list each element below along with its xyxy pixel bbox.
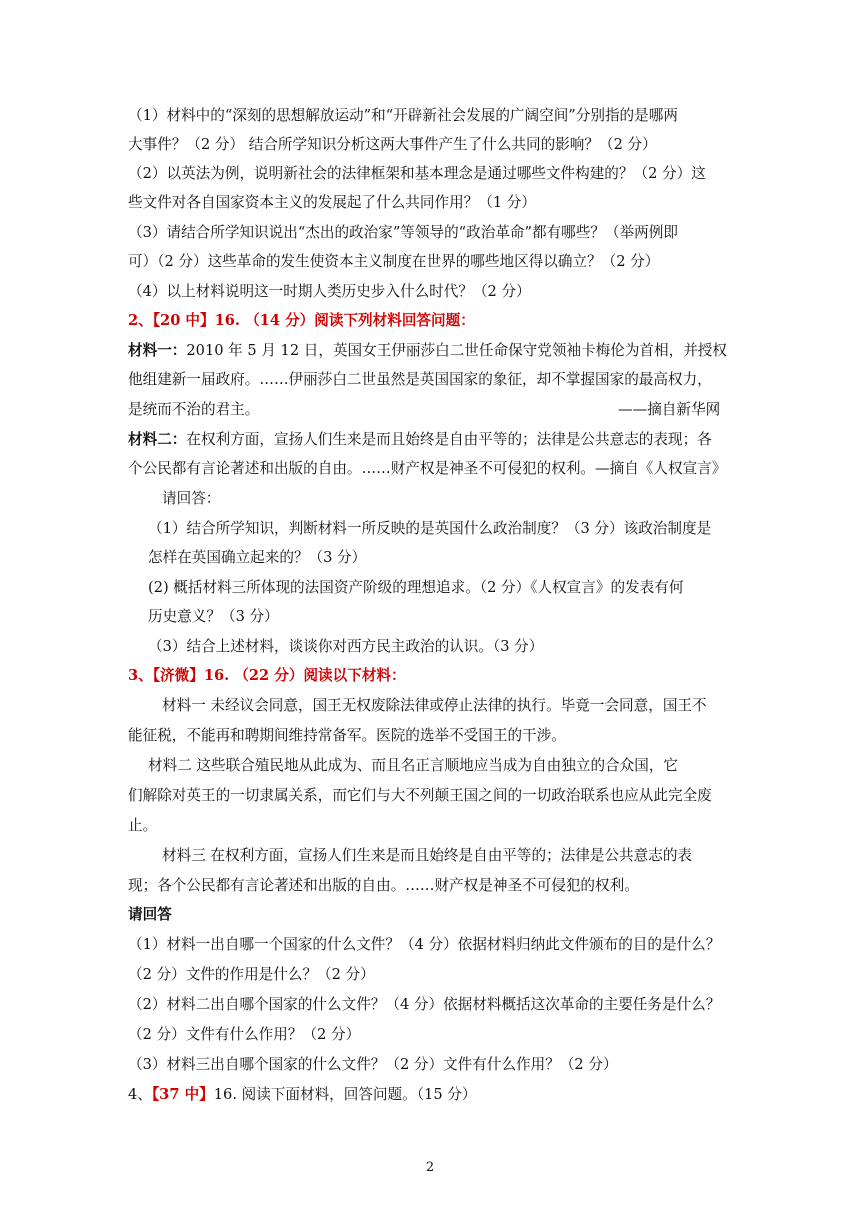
q3-material1-line1: 材料一 未经议会同意，国王无权废除法律或停止法律的执行。毕竟一会同意，国王不 xyxy=(162,697,707,714)
q3-sub1-line1: （1）材料一出自哪一个国家的什么文件？（4 分）依据材料归纳此文件颁布的目的是什么？ xyxy=(128,936,721,953)
q1-sub4-line1: （4）以上材料说明这一时期人类历史步入什么时代？（2 分） xyxy=(128,283,531,300)
q3-material3-line1: 材料三 在权利方面，宣扬人们生来是而且始终是自由平等的；法律是公共意志的表 xyxy=(162,847,693,864)
q2-material2-line1 xyxy=(128,430,712,450)
q3-sub2-line1: （2）材料二出自哪个国家的什么文件？（4 分）依据材料概括这次革命的主要任务是什么？ xyxy=(128,996,721,1013)
q4-heading-number: 4、 xyxy=(128,1086,152,1103)
q2-material1-text: 2010 年 5 月 12 日，英国女王伊丽莎白二世任命保守党领袖卡梅伦为首相，并授权 xyxy=(186,342,727,359)
q3-sub2-line2: （2 分）文件有什么作用？（2 分） xyxy=(128,1026,361,1043)
q1-sub3-line2: 可）（2 分）这些革命的发生使资本主义制度在世界的哪些地区得以确立？（2 分） xyxy=(128,253,660,270)
q1-sub3-line1: （3）请结合所学知识说出“杰出的政治家”等领导的“政治革命”都有哪些？（举两例即 xyxy=(128,224,678,241)
q3-ask: 请回答 xyxy=(128,906,172,923)
q2-material2-text: 在权利方面，宣扬人们生来是而且始终是自由平等的；法律是公共意志的表现；各 xyxy=(186,431,712,448)
q4-heading xyxy=(128,1085,476,1105)
q2-material1-line2: 他组建新一届政府。……伊丽莎白二世虽然是英国国家的象征，却不掌握国家的最高权力， xyxy=(128,371,712,388)
q2-material1-label: 材料一： xyxy=(128,342,187,359)
page-number: 2 xyxy=(425,1160,435,1175)
q2-sub1-line1: （1）结合所学知识，判断材料一所反映的是英国什么政治制度？（3 分）该政治制度是 xyxy=(148,520,712,537)
q2-sub1-line2: 怎样在英国确立起来的？（3 分） xyxy=(148,549,367,566)
q2-material1-source: ——摘自新华网 xyxy=(618,401,721,418)
q2-material1-line1 xyxy=(128,341,727,361)
q3-material2-line3: 止。 xyxy=(128,817,158,834)
q1-sub1-line2: 大事件？（2 分） 结合所学知识分析这两大事件产生了什么共同的影响？（2 分） xyxy=(128,136,657,153)
q2-sub2-line2: 历史意义？（3 分） xyxy=(148,608,279,625)
q2-sub3-line1: （3）结合上述材料，谈谈你对西方民主政治的认识。（3 分） xyxy=(148,638,544,655)
q2-sub2-line1: (2) 概括材料三所体现的法国资产阶级的理想追求。（2 分）《人权宣言》的发表有何 xyxy=(148,579,684,596)
q2-material2-line2: 个公民都有言论著述和出版的自由。……财产权是神圣不可侵犯的权利。—摘自《人权宣言》 xyxy=(128,460,727,477)
q1-sub2-line2: 些文件对各自国家资本主义的发展起了什么共同作用？（1 分） xyxy=(128,194,536,211)
q3-heading: 3、【济微】16. （22 分）阅读以下材料： xyxy=(128,667,406,684)
q4-heading-text: 16. 阅读下面材料，回答问题。（15 分） xyxy=(213,1086,477,1103)
q3-material1-line2: 能征税，不能再和聘期间维持常备军。医院的选举不受国王的干涉。 xyxy=(128,727,566,744)
q1-sub2-line1: （2）以英法为例，说明新社会的法律框架和基本理念是通过哪些文件构建的？（2 分）这 xyxy=(128,165,706,182)
q3-sub3-line1: （3）材料三出自哪个国家的什么文件？（2 分）文件有什么作用？（2 分） xyxy=(128,1056,618,1073)
q1-sub1-line1: （1）材料中的“深刻的思想解放运动”和“开辟新社会发展的广阔空间”分别指的是哪两 xyxy=(128,107,678,124)
q2-ask: 请回答： xyxy=(162,490,221,507)
q2-material1-line3: 是统而不治的君主。 xyxy=(128,401,260,418)
q2-material2-label: 材料二： xyxy=(128,431,187,448)
q3-material2-line1: 材料二 这些联合殖民地从此成为、而且名正言顺地应当成为自由独立的合众国，它 xyxy=(148,757,679,774)
q3-material3-line2: 现；各个公民都有言论著述和出版的自由。……财产权是神圣不可侵犯的权利。 xyxy=(128,877,639,894)
q3-material2-line2: 们解除对英王的一切隶属关系，而它们与大不列颠王国之间的一切政治联系也应从此完全废 xyxy=(128,787,712,804)
q4-heading-school: 【37 中】 xyxy=(151,1086,214,1103)
q2-heading: 2、【20 中】16. （14 分）阅读下列材料回答问题： xyxy=(128,312,475,329)
q3-sub1-line2: （2 分）文件的作用是什么？（2 分） xyxy=(128,966,375,983)
